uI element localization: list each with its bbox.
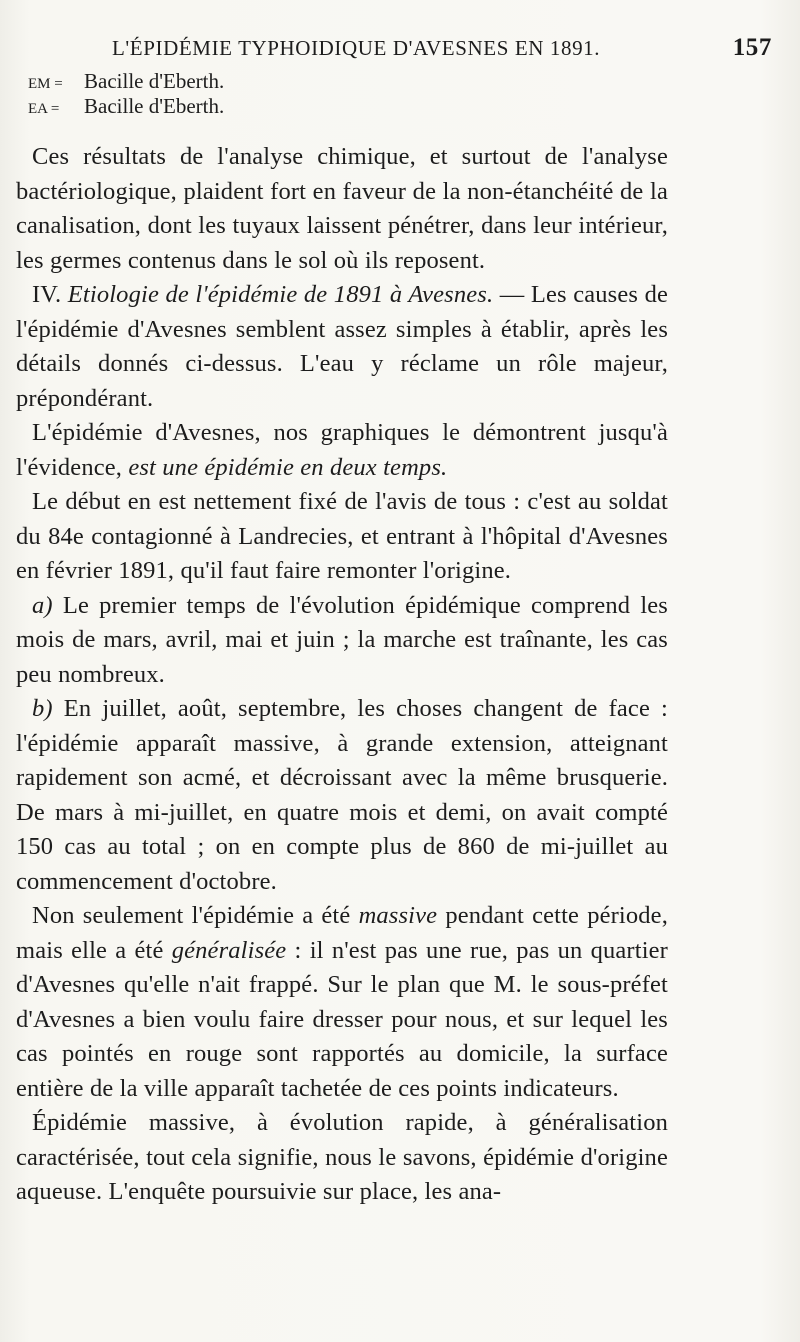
page-number: 157 xyxy=(732,34,772,61)
item-label: a) xyxy=(32,591,53,619)
list-item-b xyxy=(16,692,668,899)
running-head: L'ÉPIDÉMIE TYPHOIDIQUE D'AVESNES EN 1891. xyxy=(112,36,601,60)
note-line xyxy=(28,95,288,120)
paragraph-text: En juillet, août, septembre, les choses changent de face : l'épidémie apparaît massive, à grande extension, atteignant rapidement son acmé, et décroissant avec la même brusquerie. De mars à mi-juillet, en quatre mois et demi, on avait compté 150 cas au total ; on en compte plus de 860 de mi-juillet au commencement d'octobre. xyxy=(16,695,668,895)
section-number: IV. xyxy=(32,281,62,308)
emphasis-text: massive xyxy=(358,902,438,929)
emphasis-text: est une épidémie en deux temps. xyxy=(128,453,448,481)
section-paragraph xyxy=(16,278,668,416)
paragraph xyxy=(16,1106,668,1210)
paragraph-text: L'épidémie d'Avesnes, nos graphiques le démontrent jusqu'à l'évidence, xyxy=(16,419,668,481)
paragraph-text: Épidémie massive, à évolution rapide, à généralisation caractérisée, tout cela signifie, nous le savons, épidémie d'origine aqueuse. L'enquête poursuivie sur place, les ana- xyxy=(16,1109,668,1205)
note-text: Bacille d'Eberth. xyxy=(84,69,225,93)
note-text: Bacille d'Eberth. xyxy=(84,94,225,118)
body-text xyxy=(16,140,668,1210)
paragraph-text: Le début en est nettement fixé de l'avis de tous : c'est au soldat du 84e contagionné à Landrecies, et entrant à l'hôpital d'Avesnes en février 1891, qu'il faut faire remonter l'origine. xyxy=(16,488,668,584)
page-header xyxy=(112,30,772,66)
paragraph-text: Le premier temps de l'évolution épidémique comprend les mois de mars, avril, mai et juin ; la marche est traînante, les cas peu nombreux. xyxy=(16,591,668,688)
note-line xyxy=(28,70,288,95)
paragraph-text: — Les causes de l'épidémie d'Avesnes semblent assez simples à établir, après les détails donnés ci-dessus. L'eau y réclame un rôle majeur, prépondérant. xyxy=(16,281,668,412)
item-label: b) xyxy=(32,695,53,722)
paragraph xyxy=(16,416,668,485)
paragraph xyxy=(16,485,668,589)
legend-notes xyxy=(28,70,288,120)
note-key: EA = xyxy=(28,101,60,117)
paragraph-text: Ces résultats de l'analyse chimique, et surtout de l'analyse bactériologique, plaident fort en faveur de la non-étanchéité de la canalisation, dont les tuyaux laissent pénétrer, dans leur intérieur, les germes contenus dans le sol où ils reposent. xyxy=(16,143,668,274)
emphasis-text: généralisée xyxy=(171,936,287,964)
paragraph xyxy=(16,140,668,278)
paragraph-text: pendant cette période, mais elle a été xyxy=(16,902,668,964)
paragraph-text: Non seulement l'épidémie a été xyxy=(32,902,359,929)
paragraph-text: : il n'est pas une rue, pas un quartier d'Avesnes qu'elle n'ait frappé. Sur le plan que M. le sous-préfet d'Avesnes a bien voulu faire dresser pour nous, et sur lequel les cas pointés en rouge sont rapportés au domicile, la surface entière de la ville apparaît tachetée de ces points indicateurs. xyxy=(16,936,668,1102)
paragraph xyxy=(16,899,668,1106)
list-item-a xyxy=(16,589,668,693)
note-key: EM = xyxy=(28,76,63,92)
section-title: Etiologie de l'épidémie de 1891 à Avesnes. xyxy=(67,281,494,308)
